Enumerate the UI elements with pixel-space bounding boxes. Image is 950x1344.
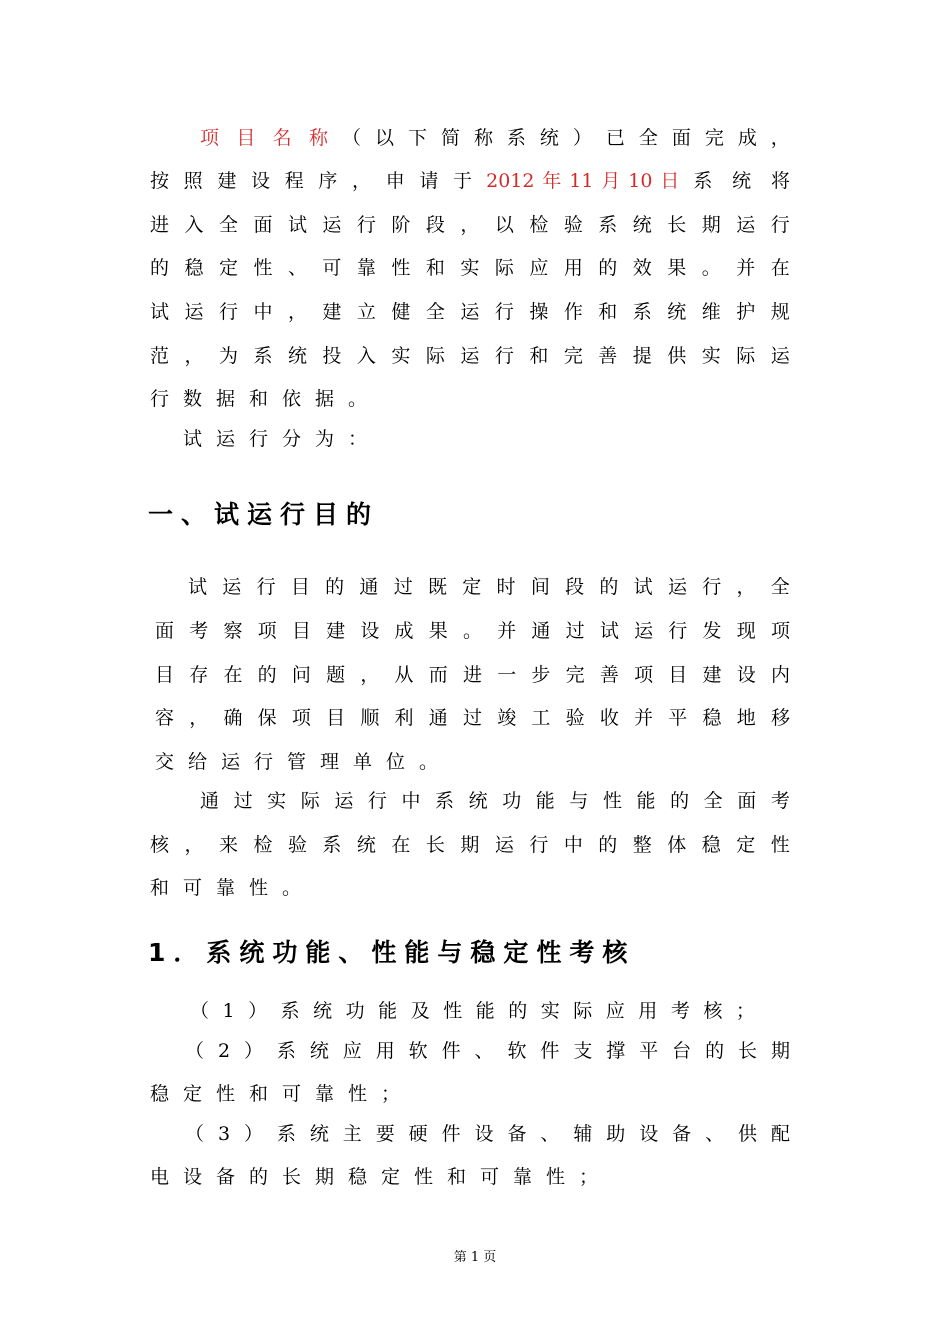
intro-line-5: 试 运 行 中 ， 建 立 健 全 运 行 操 作 和 系 统 维 护 规 <box>150 301 790 323</box>
intro-line-6: 范 ， 为 系 统 投 入 实 际 运 行 和 完 善 提 供 实 际 运 <box>150 345 790 367</box>
intro-line-8: 试运行分为： <box>183 428 382 450</box>
item-3: （ 3 ） 系 统 主 要 硬 件 设 备 、 辅 助 设 备 、 供 配 <box>185 1123 790 1145</box>
purpose-line-5: 交给运行管理单位。 <box>155 751 453 773</box>
purpose-line-8: 和可靠性。 <box>150 877 316 899</box>
item-1: （ 1 ） 系 统 功 能 及 性 能 的 实 际 应 用 考 核 ； <box>190 1000 755 1022</box>
purpose-line-3: 目 存 在 的 问 题 ， 从 而 进 一 步 完 善 项 目 建 设 内 <box>155 664 790 686</box>
purpose-line-1: 试 运 行 目 的 通 过 既 定 时 间 段 的 试 运 行 ， 全 <box>188 576 790 598</box>
purpose-line-4: 容 ， 确 保 项 目 顺 利 通 过 竣 工 验 收 并 平 稳 地 移 <box>155 707 790 729</box>
project-name: 项 目 名 称 <box>200 127 328 149</box>
purpose-line-6: 通 过 实 际 运 行 中 系 统 功 能 与 性 能 的 全 面 考 <box>200 790 790 812</box>
intro-line-3: 进 入 全 面 试 运 行 阶 段 ， 以 检 验 系 统 长 期 运 行 <box>150 214 790 236</box>
heading-function-assessment: 1．系统功能、性能与稳定性考核 <box>148 938 636 967</box>
heading-trial-purpose: 一、试运行目的 <box>148 500 380 529</box>
item-3-cont: 电设备的长期稳定性和可靠性； <box>150 1166 613 1188</box>
intro-line-7: 行数据和依据。 <box>150 388 382 410</box>
item-2-cont: 稳定性和可靠性； <box>150 1083 415 1105</box>
start-date: 2012 年 11 月 10 日 <box>486 170 680 192</box>
purpose-line-7: 核 ， 来 检 验 系 统 在 长 期 运 行 中 的 整 体 稳 定 性 <box>150 834 790 856</box>
purpose-line-2: 面 考 察 项 目 建 设 成 果 。 并 通 过 试 运 行 发 现 项 <box>155 620 790 642</box>
intro-line-1: 项 目 名 称 （ 以 下 简 称 系 统 ） 已 全 面 完 成 ， <box>200 127 790 149</box>
intro-line-2: 按 照 建 设 程 序 ， 申 请 于 2012 年 11 月 10 日 系 统 将 <box>150 170 790 192</box>
page-footer: 第 1 页 <box>453 1250 497 1265</box>
item-2: （ 2 ） 系 统 应 用 软 件 、 软 件 支 撑 平 台 的 长 期 <box>185 1040 790 1062</box>
intro-line-4: 的 稳 定 性 、 可 靠 性 和 实 际 应 用 的 效 果 。 并 在 <box>150 257 790 279</box>
